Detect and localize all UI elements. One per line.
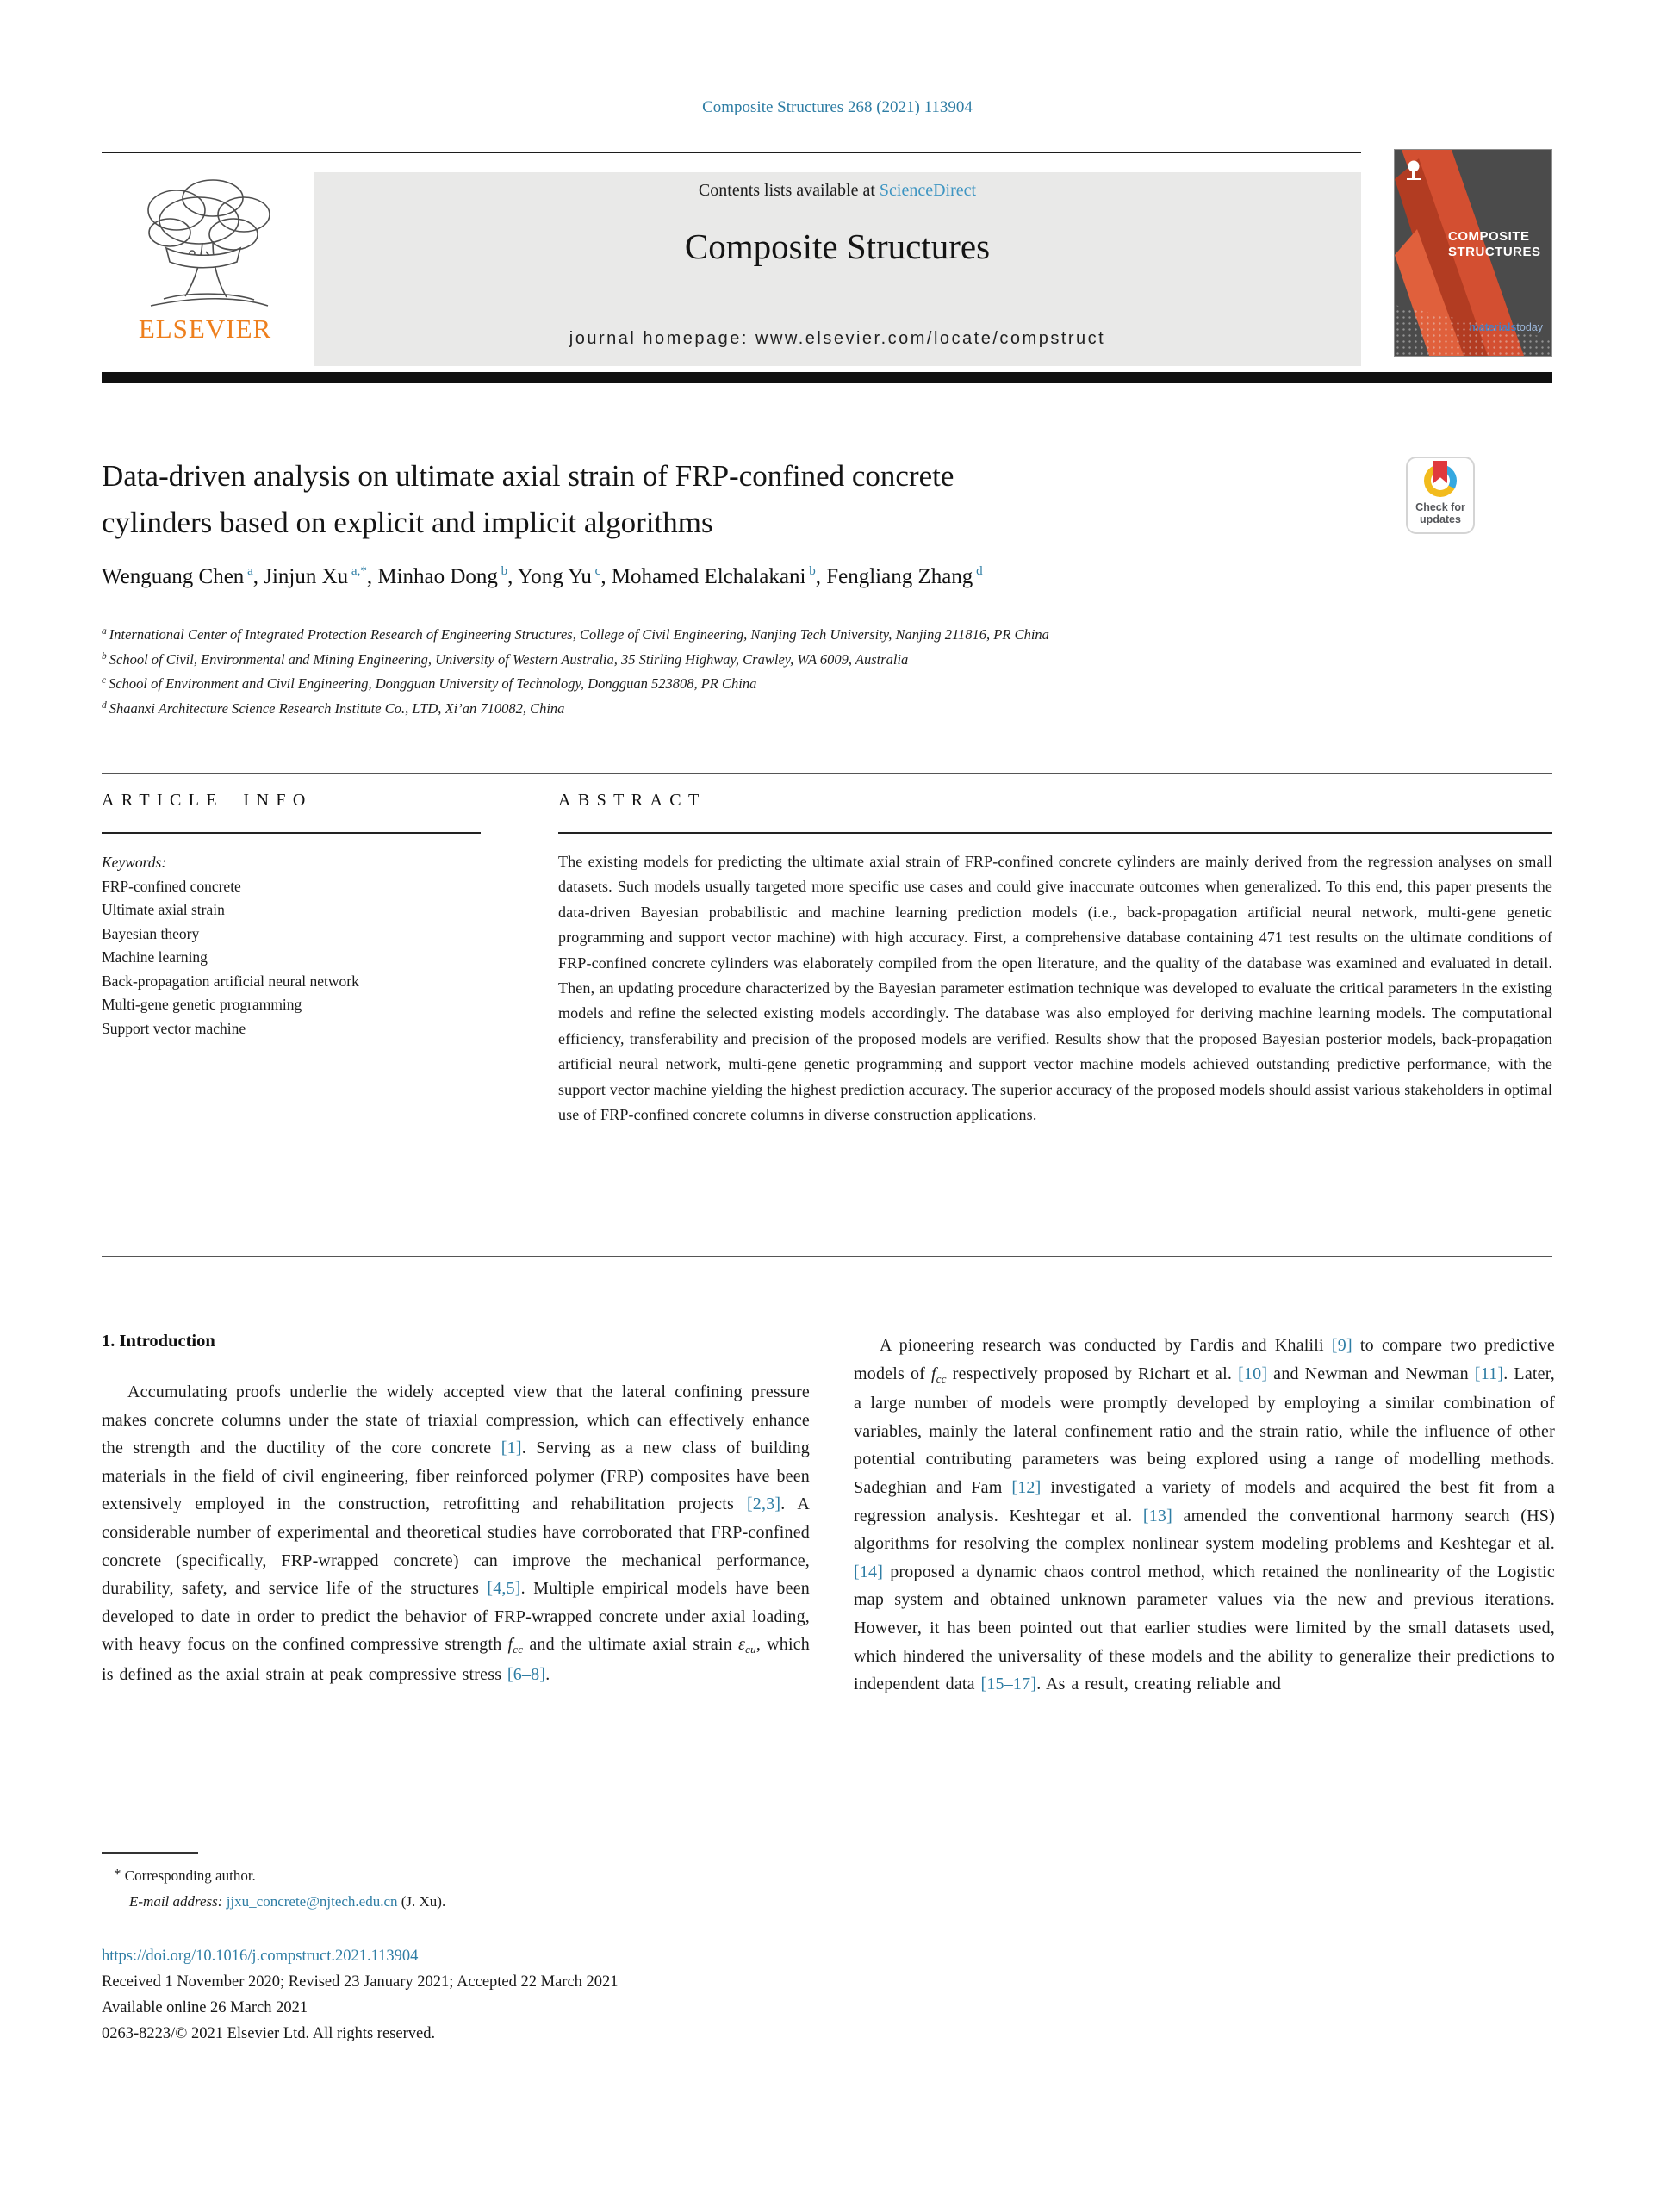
- text-segment: and the ultimate axial strain: [523, 1635, 739, 1655]
- header-top-rule: [102, 152, 1361, 153]
- section-divider: [102, 773, 1552, 774]
- journal-citation: Composite Structures 268 (2021) 113904: [702, 98, 973, 116]
- article-info-rule: [102, 832, 481, 834]
- abstract-text: The existing models for predicting the ultimate axial strain of FRP-confined concrete cylinders are mainly derived from the regression analyses on small datasets. Such models usually targeted more specific use cases and could give inaccurate outcomes when generalized. To this end, this paper presents the data-driven Bayesian probabilistic and machine learning prediction models (i.e., back-propagation artificial neural network, multi-gene genetic programming and support vector machine) with high accuracy. First, a comprehensive database containing 471 test results on the ultimate conditions of FRP-confined concrete cylinders was elaborately compiled from the open literature, and the quality of the database was examined and evaluated in detail. Then, an updating procedure characterized by the Bayesian parameter estimation technique was developed to evaluate the critical parameters in the existing models and refine the selected existing models accordingly. The database was also employed for deriving machine learning models. The computational efficiency, transferability and precision of the proposed models are verified. Results show that the proposed Bayesian posterior models, back-propagation artificial neural network, multi-gene genetic programming and support vector machine models achieved outstanding predictive performance, with the support vector machine yielding the highest prediction accuracy. The superior accuracy of the proposed models should assist various stakeholders in optimal use of FRP-confined concrete columns in diverse construction applications.: [558, 853, 1552, 1124]
- text-segment: , which is defined as the axial strain at peak compressive stress: [102, 1635, 810, 1684]
- reference-link[interactable]: [13]: [1142, 1506, 1172, 1525]
- affiliation-line: [102, 649, 1049, 674]
- text-segment: ScienceDirect: [879, 181, 977, 200]
- keyword-item: Back-propagation artificial neural network: [102, 972, 359, 990]
- text-segment: b: [497, 564, 508, 578]
- text-segment: , Yong Yu: [507, 565, 592, 588]
- elsevier-logo: [102, 165, 308, 369]
- check-updates-label-line2: updates: [1420, 513, 1461, 525]
- introduction-heading: 1. Introduction: [102, 1332, 215, 1351]
- text-segment: Accumulating proofs underlie the widely accepted view that the lateral confining pressure makes concrete columns under the state of triaxial compression, which can effectively enhance the strength and the ductility of the core concrete: [102, 1382, 810, 1458]
- reference-link[interactable]: [11]: [1474, 1364, 1504, 1383]
- keyword-item: FRP-confined concrete: [102, 877, 241, 895]
- article-info-heading: ARTICLE INFO: [102, 791, 313, 810]
- materialstoday-logo: [1470, 321, 1544, 333]
- affiliation-line: [102, 673, 1049, 698]
- text-segment: *: [114, 1866, 121, 1882]
- affiliation-line: [102, 624, 1049, 649]
- check-updates-label-line1: Check for: [1415, 501, 1465, 513]
- cover-title-line2: STRUCTURES: [1448, 245, 1541, 259]
- text-segment: (J. Xu).: [397, 1893, 446, 1910]
- text-segment: , Mohamed Elchalakani: [600, 565, 806, 588]
- text-segment: . Serving as a new class of building materials in the field of civil engineering, fiber reinforced polymer (FRP) composites have been extensively employed in the construction, retrofitting and rehabilitation projects: [102, 1438, 810, 1514]
- introduction-paragraph-right: [854, 1332, 1555, 1699]
- keyword-item: Machine learning: [102, 948, 208, 966]
- journal-cover-thumbnail[interactable]: [1394, 149, 1552, 357]
- article-title: [102, 453, 1359, 546]
- materialstoday-logo-bold: materials: [1469, 321, 1517, 333]
- received-dates: Received 1 November 2020; Revised 23 January 2021; Accepted 22 March 2021: [102, 1973, 619, 1991]
- text-segment: d: [973, 564, 983, 578]
- text-segment: , Minhao Dong: [366, 565, 498, 588]
- text-segment: Contents lists available at: [698, 181, 880, 200]
- check-for-updates-badge[interactable]: [1406, 457, 1475, 534]
- article-footer: [102, 1943, 619, 2047]
- keyword-item: Ultimate axial strain: [102, 901, 225, 918]
- affiliation-text: Shaanxi Architecture Science Research Institute Co., LTD, Xi’an 710082, China: [109, 699, 565, 717]
- text-segment: a: [244, 564, 253, 578]
- text-segment: , Jinjun Xu: [252, 565, 349, 588]
- text-segment: Wenguang Chen: [102, 565, 245, 588]
- reference-link[interactable]: [2,3]: [746, 1494, 781, 1514]
- text-segment: f: [931, 1364, 936, 1383]
- reference-link[interactable]: [10]: [1238, 1364, 1268, 1383]
- text-segment: E-mail address:: [129, 1893, 227, 1910]
- keywords-label: Keywords:: [102, 854, 167, 871]
- available-online-date: Available online 26 March 2021: [102, 1999, 308, 2016]
- text-segment: .: [545, 1664, 550, 1684]
- affiliation-marker: b: [102, 650, 107, 662]
- affiliation-text: School of Civil, Environmental and Mining Engineering, University of Western Australia, 35 Stirling Highway, Crawley, WA 6009, Australia: [109, 650, 909, 668]
- affiliation-text: School of Environment and Civil Engineering, Dongguan University of Technology, Dongguan 523808, PR China: [109, 675, 757, 692]
- text-segment: . Multiple empirical models have been developed to date in order to predict the behavior of FRP-wrapped concrete under axial loading, with heavy focus on the confined compressive strength: [102, 1579, 810, 1655]
- text-segment: cc: [936, 1371, 947, 1385]
- check-updates-label: [1408, 501, 1473, 525]
- cover-journal-title: [1448, 229, 1541, 260]
- elsevier-wordmark: ELSEVIER: [138, 314, 272, 344]
- corresponding-author-email: [129, 1893, 445, 1911]
- materialstoday-logo-light: today: [1516, 321, 1543, 333]
- contents-availability-line: [314, 181, 1361, 201]
- reference-link[interactable]: [14]: [854, 1562, 884, 1581]
- keyword-item: Bayesian theory: [102, 924, 200, 942]
- text-segment: ε: [738, 1635, 746, 1655]
- text-segment: , Fengliang Zhang: [815, 565, 973, 588]
- affiliation-list: [102, 624, 1049, 722]
- section-divider: [102, 1256, 1552, 1257]
- journal-homepage-link[interactable]: journal homepage: www.elsevier.com/locate/compstruct: [569, 329, 1106, 348]
- reference-link[interactable]: [12]: [1011, 1477, 1042, 1497]
- keyword-item: Multi-gene genetic programming: [102, 996, 302, 1013]
- elsevier-tree-icon: [116, 165, 294, 314]
- article-title-line2: cylinders based on explicit and implicit algorithms: [102, 506, 713, 539]
- text-segment: proposed a dynamic chaos control method, which retained the nonlinearity of the Logistic map system and obtained unknown parameter values via the new and previous iterations. However, it has been pointed out that earlier studies were limited by the small datasets used, which hindered the universality of these models and the ability to generalize their predictions to independent data: [854, 1562, 1555, 1694]
- reference-link[interactable]: [9]: [1331, 1336, 1352, 1355]
- text-segment: and Newman and Newman: [1267, 1364, 1475, 1383]
- text-segment: . Later, a large number of models were promptly developed by employing a similar combination of variables, mainly the lateral confinement ratio and the strain ratio, while the influence of other potential contributing parameters was being explored using a range of modelling methods. Sadeghian and Fam: [854, 1364, 1556, 1497]
- reference-link[interactable]: [1]: [501, 1438, 522, 1458]
- doi-link[interactable]: https://doi.org/10.1016/j.compstruct.2021.113904: [102, 1948, 419, 1965]
- text-segment: a,*: [348, 564, 367, 578]
- text-segment: cu: [745, 1643, 756, 1656]
- text-segment: cc: [513, 1643, 524, 1656]
- footnote-rule: [102, 1852, 198, 1854]
- affiliation-marker: c: [102, 675, 107, 686]
- author-list: [102, 565, 983, 589]
- reference-link[interactable]: [6–8]: [507, 1664, 546, 1684]
- affiliation-text: International Center of Integrated Protection Research of Engineering Structures, College of Civil Engineering, Nanjing Tech University, Nanjing 211816, PR China: [109, 626, 1049, 643]
- affiliation-marker: a: [102, 626, 107, 637]
- corresponding-author-note: [114, 1867, 256, 1885]
- affiliation-line: [102, 698, 1049, 723]
- text-segment: investigated a variety of models and acquired the best fit from a regression analysis. Keshtegar et al.: [854, 1477, 1555, 1525]
- text-segment: amended the conventional harmony search (HS) algorithms for resolving the complex nonlinear system modeling problems and Keshtegar et al.: [854, 1506, 1555, 1554]
- introduction-paragraph-left: [102, 1378, 810, 1689]
- reference-link[interactable]: [4,5]: [487, 1579, 521, 1599]
- text-segment: c: [591, 564, 601, 578]
- reference-link[interactable]: [15–17]: [980, 1675, 1037, 1694]
- journal-name: Composite Structures: [684, 227, 991, 266]
- text-segment: . As a result, creating reliable and: [1036, 1675, 1282, 1694]
- affiliation-marker: d: [102, 699, 107, 711]
- article-title-line1: Data-driven analysis on ultimate axial strain of FRP-confined concrete: [102, 459, 954, 493]
- text-segment: A pioneering research was conducted by Fardis and Khalili: [880, 1336, 1332, 1355]
- text-segment: . A considerable number of experimental and theoretical studies have corroborated that FRP-confined concrete (specifically, FRP-wrapped concrete) can improve the mechanical performance, durability, safety, and service life of the structures: [102, 1494, 810, 1599]
- text-segment: b: [805, 564, 816, 578]
- keyword-item: Support vector machine: [102, 1019, 246, 1037]
- header-divider-bar: [102, 372, 1552, 383]
- abstract-heading: ABSTRACT: [558, 791, 706, 810]
- text-segment: f: [507, 1635, 513, 1655]
- text-segment: Corresponding author.: [121, 1867, 256, 1884]
- journal-header-box: [314, 172, 1361, 366]
- abstract-rule: [558, 832, 1552, 834]
- copyright-line: 0263-8223/© 2021 Elsevier Ltd. All rights reserved.: [102, 2025, 436, 2042]
- keywords-block: [102, 851, 507, 1041]
- text-segment: respectively proposed by Richart et al.: [946, 1364, 1239, 1383]
- reference-link[interactable]: jjxu_concrete@njtech.edu.cn: [226, 1893, 398, 1910]
- cover-title-line1: COMPOSITE: [1448, 229, 1530, 244]
- text-segment: to compare two predictive models of: [854, 1336, 1555, 1383]
